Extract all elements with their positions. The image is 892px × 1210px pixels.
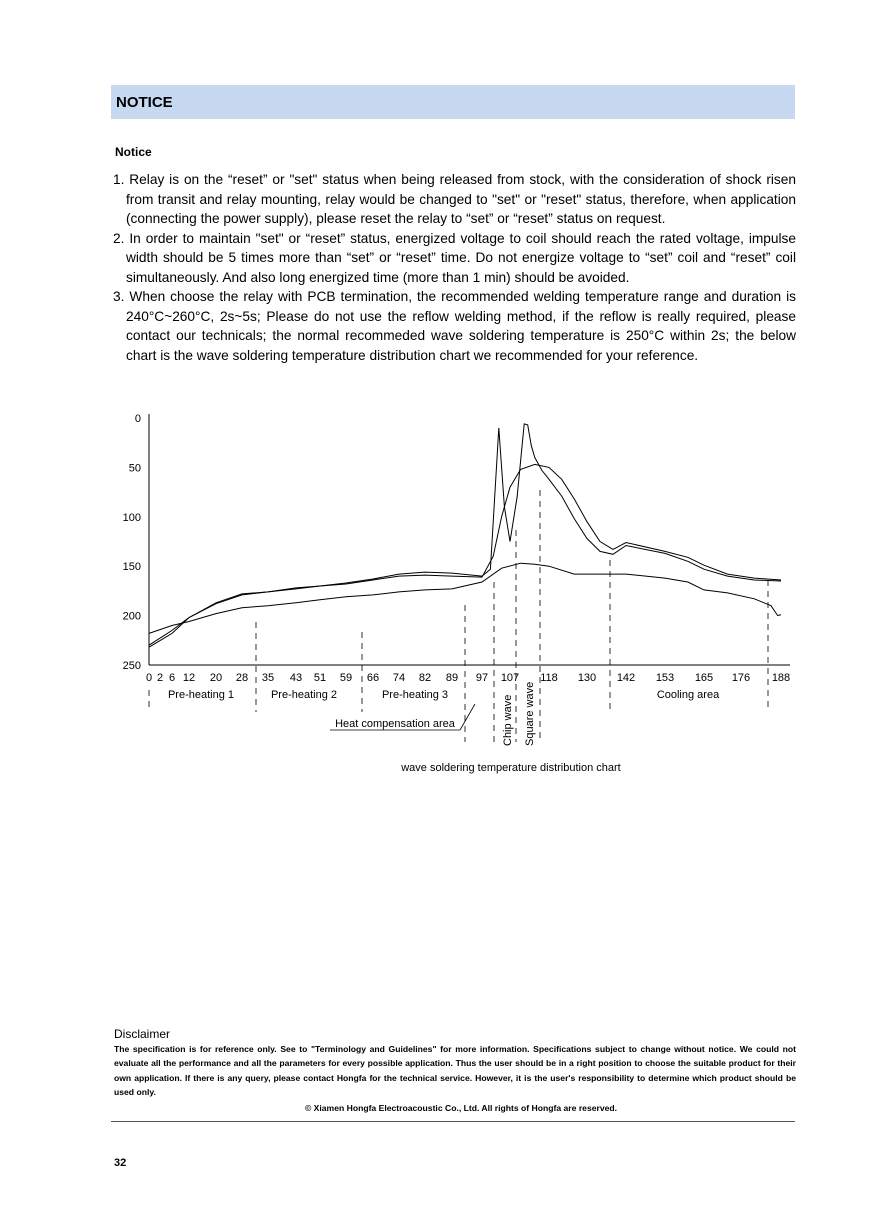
x-tick-label: 59 — [339, 672, 353, 684]
phase-label-preheating-1: Pre-heating 1 — [167, 689, 235, 701]
x-tick-label: 176 — [731, 672, 751, 684]
series-line-3 — [149, 563, 781, 633]
notice-item-3: 3. When choose the relay with PCB termination, the recommended welding temperature range and duration is 240°C~260°C, 2s~5s; Please do not use the reflow welding method, if the reflow is really required, please contact our technicals; the normal recommeded wave soldering temperature is 250°C within 2s; the below chart is the wave soldering temperature distribution chart we recommended for your reference. — [113, 289, 796, 363]
y-tick-label: 0 — [134, 413, 141, 425]
x-tick-label: 35 — [261, 672, 275, 684]
x-tick-label: 20 — [209, 672, 223, 684]
x-tick-label: 165 — [694, 672, 714, 684]
x-tick-label: 6 — [168, 672, 176, 684]
x-tick-label: 107 — [500, 672, 520, 684]
x-tick-label: 74 — [392, 672, 406, 684]
chart-title: wave soldering temperature distribution chart — [401, 762, 621, 774]
phase-label-preheating-2: Pre-heating 2 — [270, 689, 338, 701]
notice-banner — [111, 85, 795, 119]
notice-subheading: Notice — [115, 145, 152, 159]
phase-label-square-wave: Square wave — [524, 681, 536, 746]
series-line-2 — [149, 424, 781, 647]
page-number: 32 — [114, 1157, 127, 1169]
phase-label-heat-compensation: Heat compensation area — [335, 718, 455, 730]
footer-divider — [111, 1121, 795, 1122]
x-tick-label: 130 — [577, 672, 597, 684]
x-tick-label: 0 — [145, 672, 153, 684]
y-tick-label: 200 — [122, 610, 141, 623]
x-tick-label: 188 — [771, 672, 791, 684]
phase-label-preheating-3: Pre-heating 3 — [381, 689, 449, 701]
y-tick-label: 100 — [122, 511, 141, 524]
temperature-chart — [0, 400, 892, 760]
x-tick-label: 142 — [616, 672, 636, 684]
x-tick-label: 2 — [156, 672, 164, 684]
x-tick-label: 12 — [182, 672, 196, 684]
x-tick-label: 118 — [540, 672, 558, 684]
disclaimer-text: The specification is for reference only. See to "Terminology and Guidelines" for more information. Specifications subject to change without notice. We could not evaluate all the performance and all the parameters for every possible application. Thus the user should be in a right position to choose the suitable product for their own application. If there is any query, please contact Hongfa for the technical service. However, it is the user's responsibility to determine which product should be used only. — [114, 1044, 796, 1097]
x-tick-label: 82 — [418, 672, 432, 684]
notice-banner-title: NOTICE — [116, 94, 173, 111]
x-tick-label: 89 — [445, 672, 459, 684]
notice-item-2: 2. In order to maintain "set" or “reset” status, energized voltage to coil should reach the rated voltage, impulse width should be 5 times more than “set” or “reset” time. Do not energize voltage to “set” coil and “reset” coil simultaneously. And also long energized time (more than 1 min) should be avoided. — [113, 230, 796, 285]
y-tick-label: 50 — [128, 462, 141, 475]
phase-label-chip-wave: Chip wave — [502, 694, 514, 746]
x-tick-label: 153 — [655, 672, 675, 684]
disclaimer-title: Disclaimer — [114, 1027, 171, 1041]
phase-label-cooling: Cooling area — [656, 689, 720, 701]
y-tick-label: 250 — [122, 660, 141, 672]
notice-list — [113, 170, 796, 365]
y-tick-label: 150 — [122, 561, 141, 574]
x-tick-label: 66 — [366, 672, 380, 684]
x-tick-label: 97 — [475, 672, 489, 684]
temperature-chart-svg — [0, 400, 892, 760]
copyright-notice: © Xiamen Hongfa Electroacoustic Co., Ltd. All rights of Hongfa are reserved. — [304, 1103, 618, 1113]
x-tick-label: 28 — [235, 672, 249, 684]
x-tick-label: 51 — [313, 672, 327, 684]
notice-item-1: 1. Relay is on the “reset” or "set" status when being released from stock, with the consideration of shock risen from transit and relay mounting, relay would be changed to "set" or "reset" status, therefore, when application (connecting the power supply), please reset the relay to “set” or “reset” status on request. — [113, 172, 796, 226]
heat-compensation-pointer — [460, 704, 475, 730]
x-tick-label: 43 — [289, 672, 303, 684]
